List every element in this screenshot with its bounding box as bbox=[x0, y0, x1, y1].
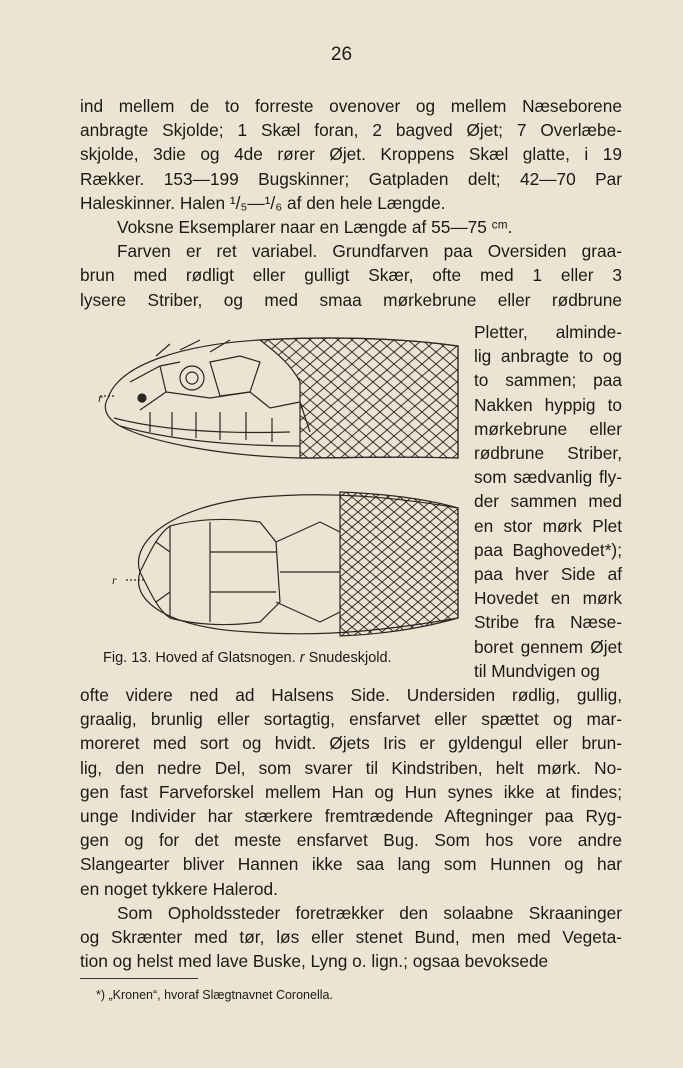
text-line: Voksne Eksemplarer naar en Længde af 55—75 ᶜᵐ. bbox=[117, 217, 513, 237]
text-line: skjolde, 3die og 4de rører Øjet. Kroppens Skæl glatte, i 19 bbox=[80, 144, 622, 165]
text-line: der sammen med bbox=[474, 491, 622, 512]
text-line: Som Opholdssteder foretrækker den solaabne Skraaninger bbox=[117, 902, 622, 923]
footnote: *) „Kronen“, hvoraf Slægtnavnet Coronella. bbox=[96, 988, 333, 1002]
text-line: paa hver Side af bbox=[474, 564, 622, 584]
text-line: Nakken hyppig to bbox=[474, 394, 622, 415]
side-view-head bbox=[100, 338, 458, 458]
text-line: lig anbragte to og bbox=[474, 346, 622, 367]
text-line: gen fast Farveforskel mellem Han og Hun synes ikke at findes; bbox=[80, 781, 622, 802]
caption-suffix: Snudeskjold. bbox=[308, 650, 392, 666]
text-line: brun med rødligt eller gulligt Skær, ofte med 1 eller 3 bbox=[80, 265, 622, 286]
text-line: til Mundvigen og bbox=[474, 660, 600, 681]
text-line: to sammen; paa bbox=[474, 370, 622, 391]
figure-snake-heads bbox=[100, 322, 465, 672]
text-line: og Skrænter med tør, løs eller stenet Bund, men med Vegeta- bbox=[80, 927, 622, 947]
page-number: 26 bbox=[330, 44, 353, 65]
text-line: som sædvanlig fly- bbox=[474, 467, 622, 488]
text-line: moreret med sort og hvidt. Øjets Iris er gyldengul eller brun- bbox=[80, 733, 622, 754]
text-line: rødbrune Striber, bbox=[474, 443, 622, 463]
figure-caption bbox=[103, 650, 392, 666]
text-line: Haleskinner. Halen ¹/₅—¹/₆ af den hele Længde. bbox=[80, 192, 446, 213]
text-line: lysere Striber, og med smaa mørkebrune eller rødbrune bbox=[80, 289, 622, 310]
text-line: Slangearter bliver Hannen ikke saa lang som Hunnen og har bbox=[80, 854, 622, 875]
text-line: ind mellem de to forreste ovenover og mellem Næseborene bbox=[80, 96, 622, 116]
snake-heads-illustration bbox=[100, 322, 465, 652]
caption-prefix: Fig. 13. Hoved af Glatsnogen. bbox=[103, 650, 296, 666]
text-line: Hovedet en mørk bbox=[474, 588, 622, 609]
text-line: ofte videre ned ad Halsens Side. Undersiden rødlig, gullig, bbox=[80, 685, 622, 705]
text-line: boret gennem Øjet bbox=[474, 636, 622, 657]
text-line: paa Baghovedet*); bbox=[474, 539, 622, 560]
text-line: Rækker. 153—199 Bugskinner; Gatpladen delt; 42—70 Par bbox=[80, 168, 622, 189]
text-line: mørkebrune eller bbox=[474, 418, 622, 439]
text-line: Stribe fra Næse- bbox=[474, 612, 622, 633]
text-line: tion og helst med lave Buske, Lyng o. lign.; ogsaa bevoksede bbox=[80, 951, 549, 972]
text-line: Farven er ret variabel. Grundfarven paa Oversiden graa- bbox=[117, 241, 622, 262]
footnote-rule bbox=[80, 978, 198, 979]
text-line: unge Individer har stærkere fremtrædende Aftegninger paa Ryg- bbox=[80, 806, 622, 826]
side-view-label-r: r bbox=[98, 391, 103, 405]
text-line: gen og for det meste ensfarvet Bug. Som hos vore andre bbox=[80, 830, 622, 851]
top-view-head bbox=[126, 492, 458, 636]
text-line: Pletter, alminde- bbox=[474, 322, 622, 342]
text-line: en noget tykkere Halerod. bbox=[80, 878, 278, 899]
text-line: anbragte Skjolde; 1 Skæl foran, 2 bagved Øjet; 7 Overlæbe- bbox=[80, 120, 622, 141]
caption-r: r bbox=[299, 650, 305, 666]
text-line: lig, den nedre Del, som svarer til Kindstriben, helt mørk. No- bbox=[80, 757, 622, 778]
text-line: graalig, brunlig eller sortagtig, ensfarvet eller spættet og mar- bbox=[80, 709, 622, 730]
top-view-label-r: r bbox=[112, 573, 117, 587]
text-line: en stor mørk Plet bbox=[474, 515, 622, 536]
